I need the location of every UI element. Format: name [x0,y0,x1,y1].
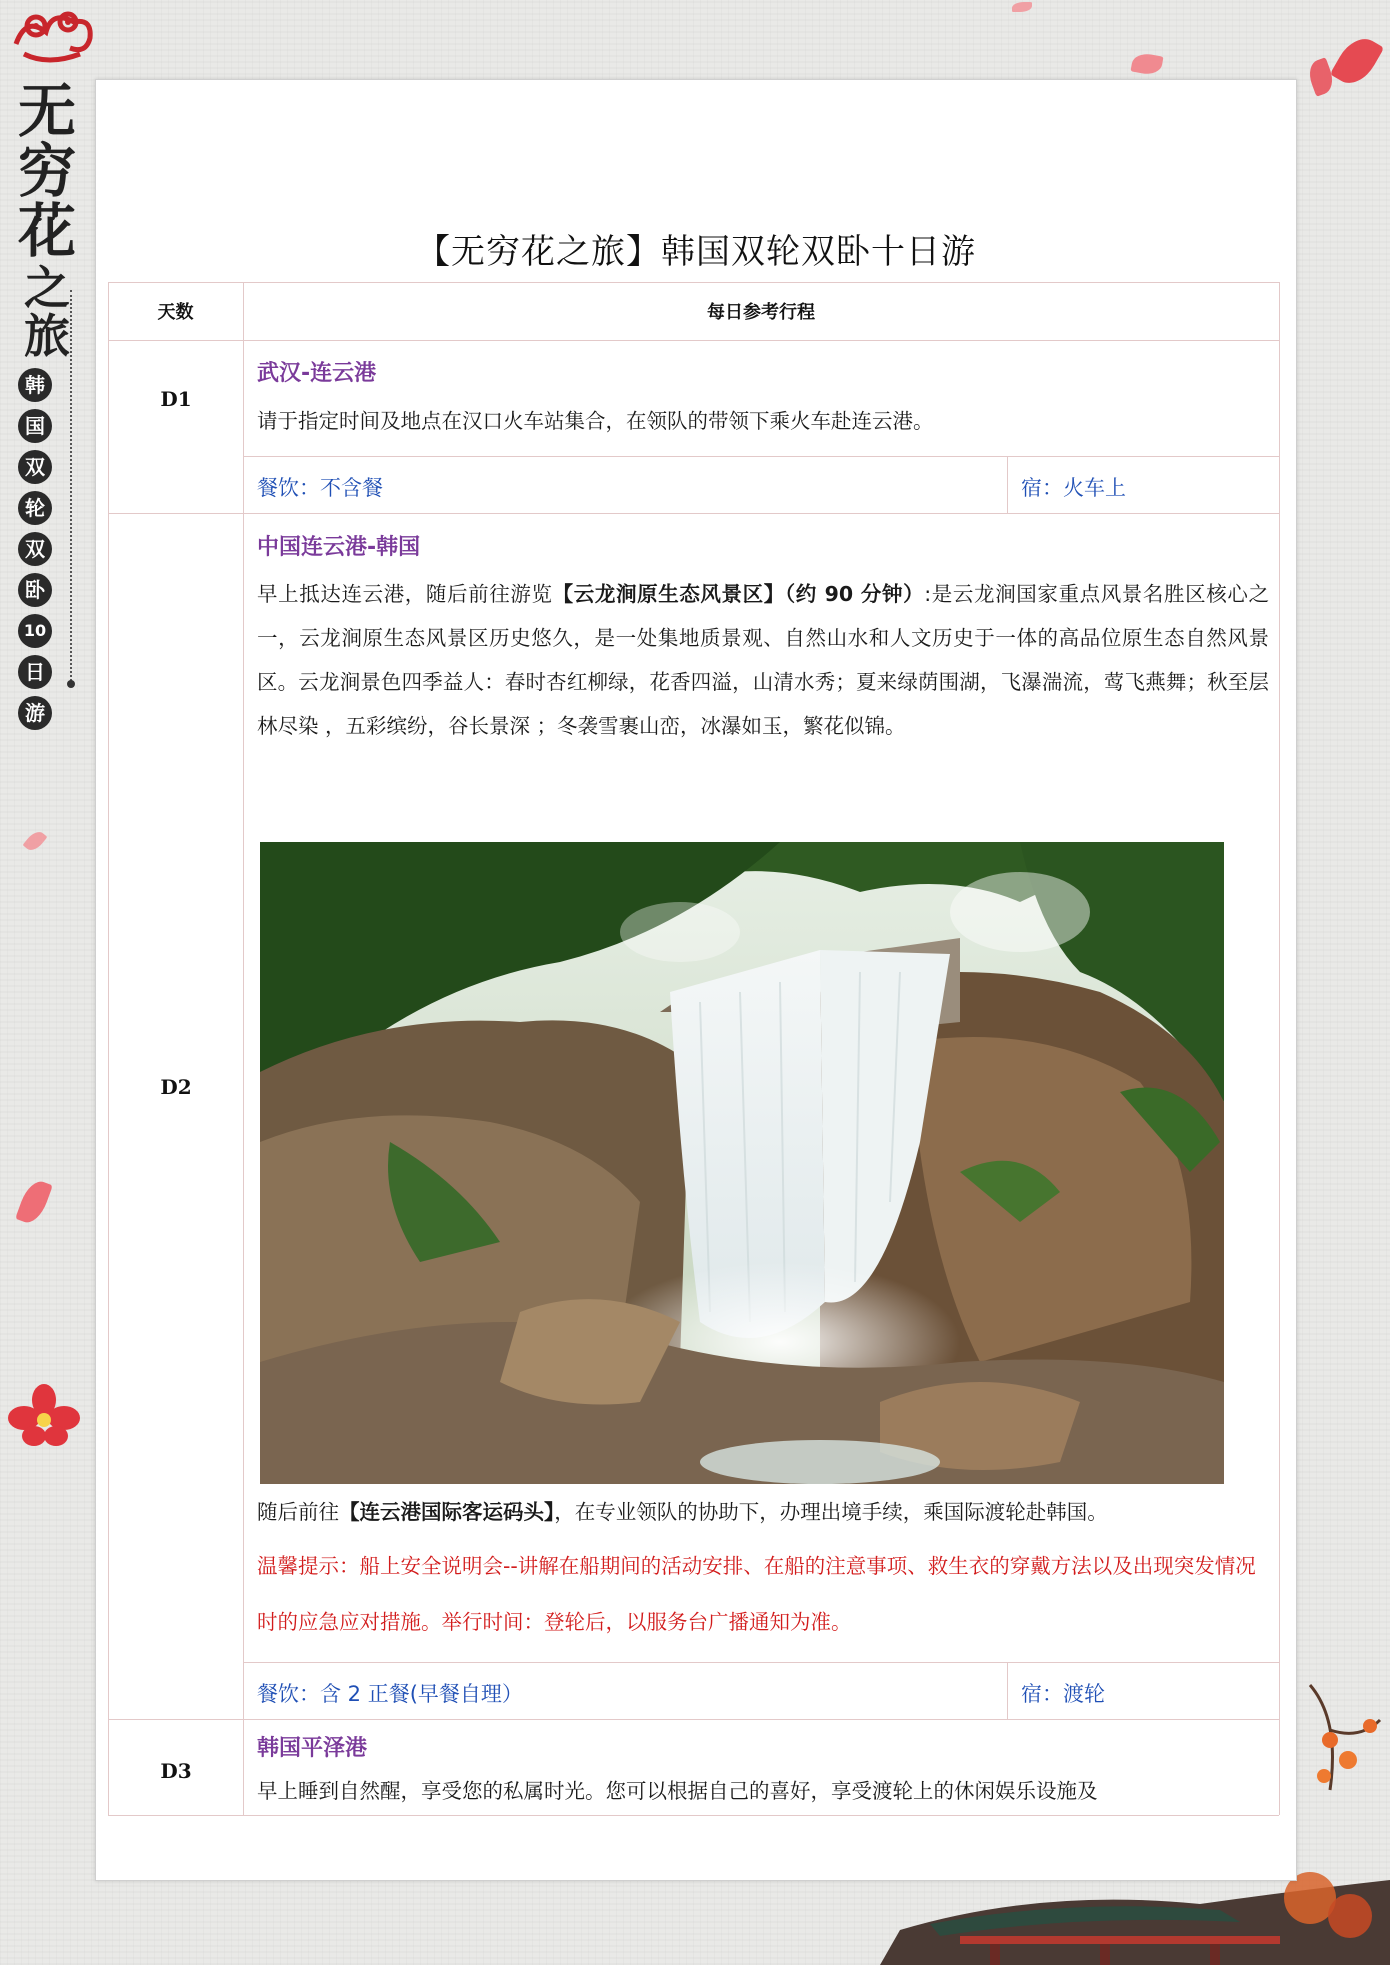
safety-warning-d2: 温馨提示：船上安全说明会--讲解在船期间的活动安排、在船的注意事项、救生衣的穿戴方法以及出现突发情况时的应急应对措施。举行时间：登轮后，以服务台广播通知为准。 [257,1554,1256,1634]
departure-description-d2 [257,1490,1277,1534]
table-line [108,513,1279,514]
table-line [1279,282,1280,1815]
circle-char: 日 [18,655,52,689]
circle-char: 韩 [18,368,52,402]
table-line [243,282,244,1815]
meal-info-d2: 餐饮：含 2 正餐(早餐自理） [257,1682,523,1706]
table-line [1007,1662,1008,1719]
route-circle-stack [18,368,58,737]
korean-palace-roof-icon [840,1870,1390,1965]
scenic-spot-name: 【云龙涧原生态风景区】（约 90 分钟） [552,582,925,606]
itinerary-sheet [95,79,1297,1881]
circle-char: 轮 [18,491,52,525]
table-line [243,1662,1279,1663]
petal-icon [1012,2,1032,12]
circle-char: 卧 [18,573,52,607]
desc-text: ，在专业领队的协助下，办理出境手续，乘国际渡轮赴韩国。 [554,1500,1108,1524]
desc-text: 早上抵达连云港，随后前往游览 [257,582,553,606]
day-label-d3: D3 [160,1759,192,1783]
desc-text: 随后前往 [257,1500,339,1524]
brand-char-4: 之 [24,261,70,315]
petal-icon [1130,52,1163,77]
circle-char: 游 [18,696,52,730]
circle-char: 10 [18,614,52,648]
brand-char-3: 花 [17,197,76,265]
circle-char: 双 [18,532,52,566]
brand-char-1: 无 [17,77,76,145]
circle-char: 国 [18,409,52,443]
lodging-info-d2: 宿：渡轮 [1021,1682,1105,1706]
waterfall-image-icon [260,842,1224,1484]
table-line [108,340,1279,341]
page-title: 【无穷花之旅】韩国双轮双卧十日游 [416,232,976,272]
meal-info-d1: 餐饮：不含餐 [257,476,383,500]
terminal-name: 【连云港国际客运码头】 [339,1500,555,1524]
waterfall-photo [260,842,1224,1484]
table-line [1007,456,1008,513]
table-line [108,282,1279,283]
table-line [108,282,109,1815]
day-description-d2 [257,572,1269,748]
day-label-d1: D1 [160,387,192,411]
circle-char: 双 [18,450,52,484]
day-label-d2: D2 [160,1075,192,1099]
route-title-d2: 中国连云港-韩国 [257,535,421,560]
header-day: 天数 [157,302,194,323]
table-line [108,1719,1279,1720]
lodging-info-d1: 宿：火车上 [1021,476,1126,500]
table-line [108,1815,1279,1816]
desc-text: :是云龙涧国家重点风景名胜区核心之一，云龙涧原生态风景区历史悠久，是一处集地质景观、自然山水和人文历史于一体的高品位原生态自然风景区。云龙涧景色四季益人：春时杏红柳绿，花香四溢，山清水秀；夏来绿荫围湖，飞瀑湍流，莺飞燕舞；秋至层林尽染 ，五彩缤纷，谷长景深 ；冬袭雪裹山峦，冰瀑如玉，繁花似锦。 [257,582,1269,738]
brand-char-2: 穷 [17,137,76,205]
petal-icon [1330,31,1384,91]
route-title-d3: 韩国平泽港 [257,1736,368,1761]
header-itinerary: 每日参考行程 [707,302,815,323]
left-decoration-banner [0,0,100,1965]
route-title-d1: 武汉-连云港 [257,361,377,386]
brand-char-5: 旅 [24,309,70,363]
day-description-d1: 请于指定时间及地点在汉口火车站集合，在领队的带领下乘火车赴连云港。 [257,409,934,433]
auspicious-cloud-icon [6,4,104,74]
petal-icon [1305,57,1337,96]
flower-icon [4,1380,84,1450]
dotted-divider [70,290,73,685]
persimmon-branch-icon [1300,1680,1390,1800]
table-line [243,456,1279,457]
day-description-d3: 早上睡到自然醒，享受您的私属时光。您可以根据自己的喜好，享受渡轮上的休闲娱乐设施及 [257,1779,1098,1803]
divider-dot [67,680,75,688]
